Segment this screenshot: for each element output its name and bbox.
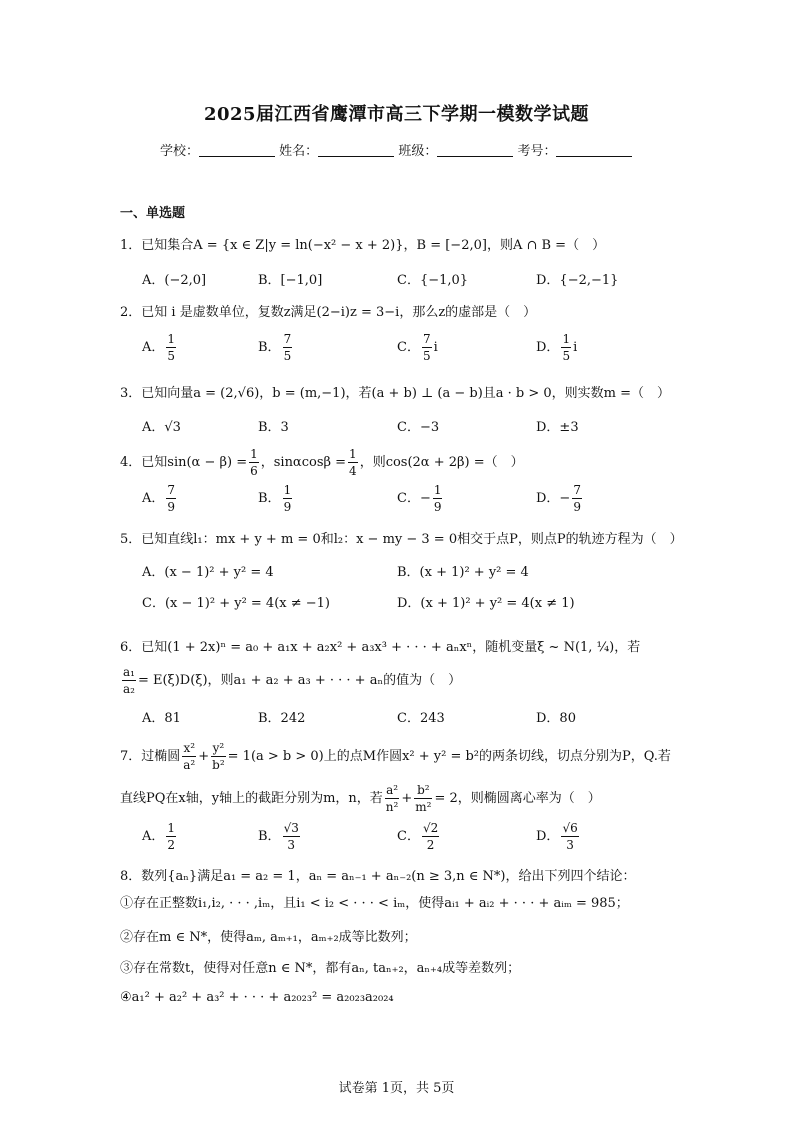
- question-1: 1．已知集合A = {x ∈ Z|y = ln(−x² − x + 2)}，B = [−2,0]，则A ∩ B =（ ）: [120, 238, 606, 253]
- q2-option-b[interactable]: [258, 333, 294, 362]
- q1-option-a[interactable]: A．(−2,0]: [142, 273, 207, 288]
- q7-text-b: = 2，则椭圆离心率为（ ）: [434, 791, 601, 806]
- section-heading: 一、单选题: [120, 206, 186, 221]
- fraction: $\frac{\text{a²}}{\text{n²}}$: [385, 783, 399, 814]
- page-footer: 试卷第 1页，共 5页: [338, 1081, 455, 1096]
- q1-option-b[interactable]: B．[−1,0]: [258, 273, 323, 288]
- imaginary-unit: i: [433, 340, 438, 355]
- q4-option-c[interactable]: [397, 484, 444, 513]
- fraction: $\frac{7}{9}$: [573, 483, 581, 514]
- name-blank[interactable]: [318, 143, 394, 157]
- class-label: 班级：: [398, 144, 438, 159]
- plus-sign: +: [401, 791, 413, 806]
- number-label: 考号：: [517, 144, 557, 159]
- q1-option-c[interactable]: C．{−1,0}: [397, 273, 469, 288]
- fraction: $\frac{√6}{3}$: [562, 821, 578, 852]
- fraction: $\frac{1}{2}$: [167, 821, 176, 852]
- q2-option-d[interactable]: [536, 333, 577, 362]
- q7-option-d[interactable]: [536, 822, 581, 851]
- student-info-line: [160, 140, 632, 159]
- q6-option-b[interactable]: B．242: [258, 711, 306, 726]
- option-label: C．−: [397, 491, 431, 506]
- q5-option-d[interactable]: D．(x + 1)² + y² = 4(x ≠ 1): [397, 596, 575, 611]
- fraction: $\frac{1}{5}$: [562, 332, 571, 363]
- q7-prefix: 7．过椭圆: [120, 749, 181, 764]
- q4-option-a[interactable]: [142, 484, 178, 513]
- q6-text: = E(ξ)D(ξ)，则a₁ + a₂ + a₃ + · · · + aₙ的值为（ ）: [137, 673, 462, 688]
- fraction: $\frac{\text{x²}}{\text{a²}}$: [183, 741, 196, 772]
- q3-option-d[interactable]: D．±3: [536, 420, 579, 435]
- plus-sign: +: [198, 749, 210, 764]
- fraction: $\frac{\text{y²}}{\text{b²}}$: [212, 741, 225, 772]
- option-label: D．: [536, 340, 560, 355]
- fraction: $\frac{1}{4}$: [349, 447, 357, 478]
- q7-text: = 1(a > b > 0)上的点M作圆x² + y² = b²的两条切线，切点分别为P，Q.若: [227, 749, 671, 764]
- q2-option-c[interactable]: [397, 333, 438, 362]
- q5-option-c[interactable]: C．(x − 1)² + y² = 4(x ≠ −1): [142, 596, 330, 611]
- fraction: $\frac{7}{5}$: [283, 332, 292, 363]
- q2-option-a[interactable]: [142, 333, 178, 362]
- q8-statement-1: ①存在正整数i₁,i₂, · · · ,iₘ，且i₁ < i₂ < · · · < iₘ，使得aᵢ₁ + aᵢ₂ + · · · + aᵢₘ = 985；: [120, 896, 629, 911]
- q1-option-d[interactable]: D．{−2,−1}: [536, 273, 619, 288]
- fraction: $\frac{1}{5}$: [167, 332, 176, 363]
- question-4: [120, 448, 524, 477]
- page-title: 2025届江西省鹰潭市高三下学期一模数学试题: [203, 104, 590, 125]
- fraction: $\frac{7}{9}$: [167, 483, 176, 514]
- number-blank[interactable]: [556, 143, 632, 157]
- option-label: D．−: [536, 491, 571, 506]
- option-label: C．: [397, 340, 420, 355]
- q3-option-c[interactable]: C．−3: [397, 420, 440, 435]
- option-label: C．: [397, 829, 420, 844]
- question-6-line-2: [120, 666, 461, 695]
- q3-option-a[interactable]: A．√3: [142, 420, 181, 435]
- school-label: 学校：: [160, 144, 200, 159]
- fraction: $\frac{1}{9}$: [283, 483, 292, 514]
- question-7-line-1: [120, 742, 671, 771]
- q4-text-mid: ，sinαcosβ =: [260, 455, 347, 470]
- school-blank[interactable]: [199, 143, 275, 157]
- question-2: 2．已知 i 是虚数单位，复数z满足(2−i)z = 3−i，那么z的虚部是（ ）: [120, 305, 537, 320]
- fraction: $\frac{\text{a₁}}{\text{a₂}}$: [123, 665, 135, 696]
- q7-option-b[interactable]: [258, 822, 302, 851]
- option-label: B．: [258, 340, 281, 355]
- option-label: A．: [142, 340, 165, 355]
- question-7-line-2: [120, 784, 601, 813]
- fraction: $\frac{1}{6}$: [250, 447, 258, 478]
- q5-option-a[interactable]: A．(x − 1)² + y² = 4: [142, 565, 274, 580]
- option-label: A．: [142, 829, 165, 844]
- fraction: $\frac{\text{b²}}{\text{m²}}$: [415, 783, 432, 814]
- question-6-line-1: 6．已知(1 + 2x)ⁿ = a₀ + a₁x + a₂x² + a₃x³ + · · · + aₙxⁿ，随机变量ξ ~ N(1, ¼)，若: [120, 640, 641, 655]
- option-label: D．: [536, 829, 560, 844]
- fraction: $\frac{7}{5}$: [422, 332, 431, 363]
- q4-option-d[interactable]: [536, 484, 584, 513]
- q8-statement-2: ②存在m ∈ N*，使得aₘ, aₘ₊₁，aₘ₊₂成等比数列；: [120, 930, 417, 945]
- imaginary-unit: i: [573, 340, 578, 355]
- fraction: $\frac{1}{9}$: [433, 483, 442, 514]
- option-label: B．: [258, 491, 281, 506]
- q6-option-a[interactable]: A．81: [142, 711, 181, 726]
- q8-statement-4: ④a₁² + a₂² + a₃² + · · · + a₂₀₂₃² = a₂₀₂₃a₂₀₂₄: [120, 990, 394, 1005]
- name-label: 姓名：: [279, 144, 319, 159]
- option-label: A．: [142, 491, 165, 506]
- q5-option-b[interactable]: B．(x + 1)² + y² = 4: [397, 565, 529, 580]
- q7-text-a: 直线PQ在x轴，y轴上的截距分别为m，n，若: [120, 791, 383, 806]
- q7-option-c[interactable]: [397, 822, 441, 851]
- q6-option-c[interactable]: C．243: [397, 711, 445, 726]
- q4-text-suffix: ，则cos(2α + 2β) =（ ）: [359, 455, 524, 470]
- fraction: $\frac{√3}{3}$: [283, 821, 299, 852]
- q4-option-b[interactable]: [258, 484, 294, 513]
- question-5: 5．已知直线l₁：mx + y + m = 0和l₂：x − my − 3 = 0相交于点P，则点P的轨迹方程为（ ）: [120, 532, 683, 547]
- question-8: 8．数列{aₙ}满足a₁ = a₂ = 1，aₙ = aₙ₋₁ + aₙ₋₂(n ≥ 3,n ∈ N*)，给出下列四个结论：: [120, 869, 636, 884]
- q6-option-d[interactable]: D．80: [536, 711, 576, 726]
- q8-statement-3: ③存在常数t，使得对任意n ∈ N*，都有aₙ, taₙ₊₂，aₙ₊₄成等差数列；: [120, 961, 521, 976]
- q7-option-a[interactable]: [142, 822, 178, 851]
- q3-option-b[interactable]: B．3: [258, 420, 289, 435]
- q4-text-prefix: 4．已知sin(α − β) =: [120, 455, 248, 470]
- class-blank[interactable]: [437, 143, 513, 157]
- fraction: $\frac{√2}{2}$: [422, 821, 439, 852]
- question-3: 3．已知向量a = (2,√6)，b = (m,−1)，若(a + b) ⊥ (a − b)且a · b > 0，则实数m =（ ）: [120, 386, 671, 401]
- option-label: B．: [258, 829, 281, 844]
